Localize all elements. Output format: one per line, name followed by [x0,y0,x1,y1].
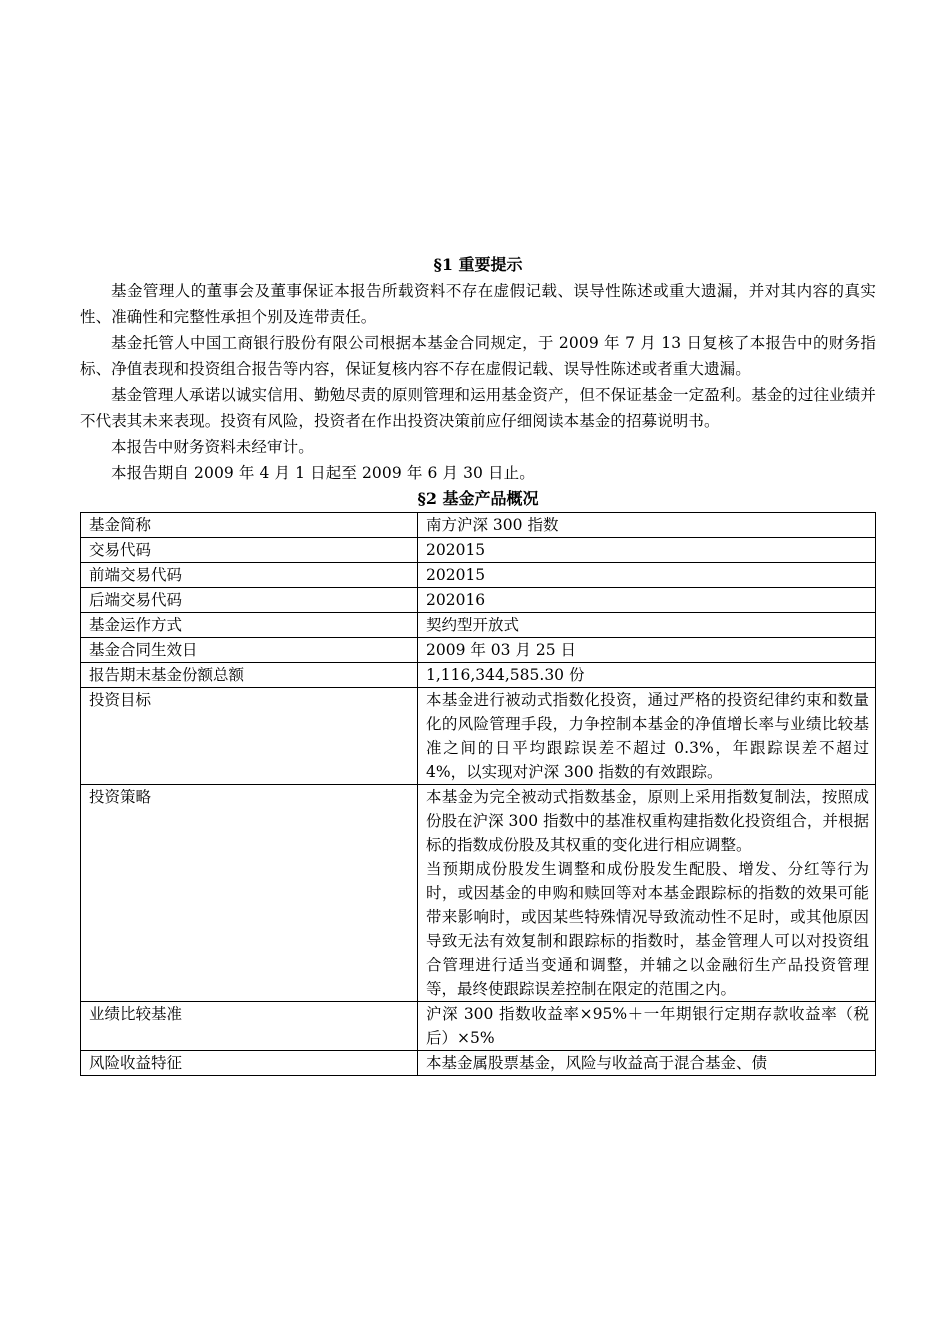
row-label: 后端交易代码 [81,588,418,613]
row-value: 本基金进行被动式指数化投资，通过严格的投资纪律约束和数量化的风险管理手段，力争控制本基金的净值增长率与业绩比较基准之间的日平均跟踪误差不超过 0.3%，年跟踪误差不超过 4%，以实现对沪深 300 指数的有效跟踪。 [418,688,876,785]
row-label: 投资目标 [81,688,418,785]
row-value: 沪深 300 指数收益率×95%＋一年期银行定期存款收益率（税后）×5% [418,1002,876,1051]
row-label: 报告期末基金份额总额 [81,663,418,688]
row-value: 202015 [418,563,876,588]
table-row [81,688,876,785]
notice-paragraph-4: 本报告中财务资料未经审计。 [111,438,314,456]
section1-title: §1 重要提示 [433,255,523,274]
table-row [81,785,876,1002]
table-row [81,513,876,538]
row-label: 风险收益特征 [81,1051,418,1076]
table-row [81,588,876,613]
table-row [81,538,876,563]
row-label: 交易代码 [81,538,418,563]
table-row [81,1051,876,1076]
notice-paragraph-2: 基金托管人中国工商银行股份有限公司根据本基金合同规定，于 2009 年 7 月 13 日复核了本报告中的财务指标、净值表现和投资组合报告等内容，保证复核内容不存在虚假记载、误导性陈述或者重大遗漏。 [80,334,876,378]
notice-paragraph-3: 基金管理人承诺以诚实信用、勤勉尽责的原则管理和运用基金资产，但不保证基金一定盈利。基金的过往业绩并不代表其未来表现。投资有风险，投资者在作出投资决策前应仔细阅读本基金的招募说明书。 [80,386,876,430]
table-row [81,638,876,663]
row-value: 本基金属股票基金，风险与收益高于混合基金、债 [418,1051,876,1076]
row-label: 投资策略 [81,785,418,1002]
row-value: 2009 年 03 月 25 日 [418,638,876,663]
row-value: 202016 [418,588,876,613]
row-label: 基金合同生效日 [81,638,418,663]
row-value: 202015 [418,538,876,563]
row-value: 1,116,344,585.30 份 [418,663,876,688]
notice-paragraph-1: 基金管理人的董事会及董事保证本报告所载资料不存在虚假记载、误导性陈述或重大遗漏，并对其内容的真实性、准确性和完整性承担个别及连带责任。 [80,282,876,326]
row-label: 基金运作方式 [81,613,418,638]
report-page [80,252,876,1076]
table-row [81,1002,876,1051]
notice-paragraph-5: 本报告期自 2009 年 4 月 1 日起至 2009 年 6 月 30 日止。 [111,464,535,482]
strategy-paragraph-1: 本基金为完全被动式指数基金，原则上采用指数复制法，按照成份股在沪深 300 指数中的基准权重构建指数化投资组合，并根据标的指数成份股及其权重的变化进行相应调整。 [426,788,869,854]
row-value: 南方沪深 300 指数 [418,513,876,538]
table-row [81,663,876,688]
row-label: 业绩比较基准 [81,1002,418,1051]
row-value [418,785,876,1002]
table-row [81,563,876,588]
row-label: 基金简称 [81,513,418,538]
row-value: 契约型开放式 [418,613,876,638]
table-row [81,613,876,638]
fund-overview-table [80,512,876,1076]
row-label: 前端交易代码 [81,563,418,588]
strategy-paragraph-2: 当预期成份股发生调整和成份股发生配股、增发、分红等行为时，或因基金的申购和赎回等对本基金跟踪标的指数的效果可能带来影响时，或因某些特殊情况导致流动性不足时，或其他原因导致无法有效复制和跟踪标的指数时，基金管理人可以对投资组合管理进行适当变通和调整，并辅之以金融衍生产品投资管理等，最终使跟踪误差控制在限定的范围之内。 [426,860,869,998]
section2-title: §2 基金产品概况 [417,489,539,508]
